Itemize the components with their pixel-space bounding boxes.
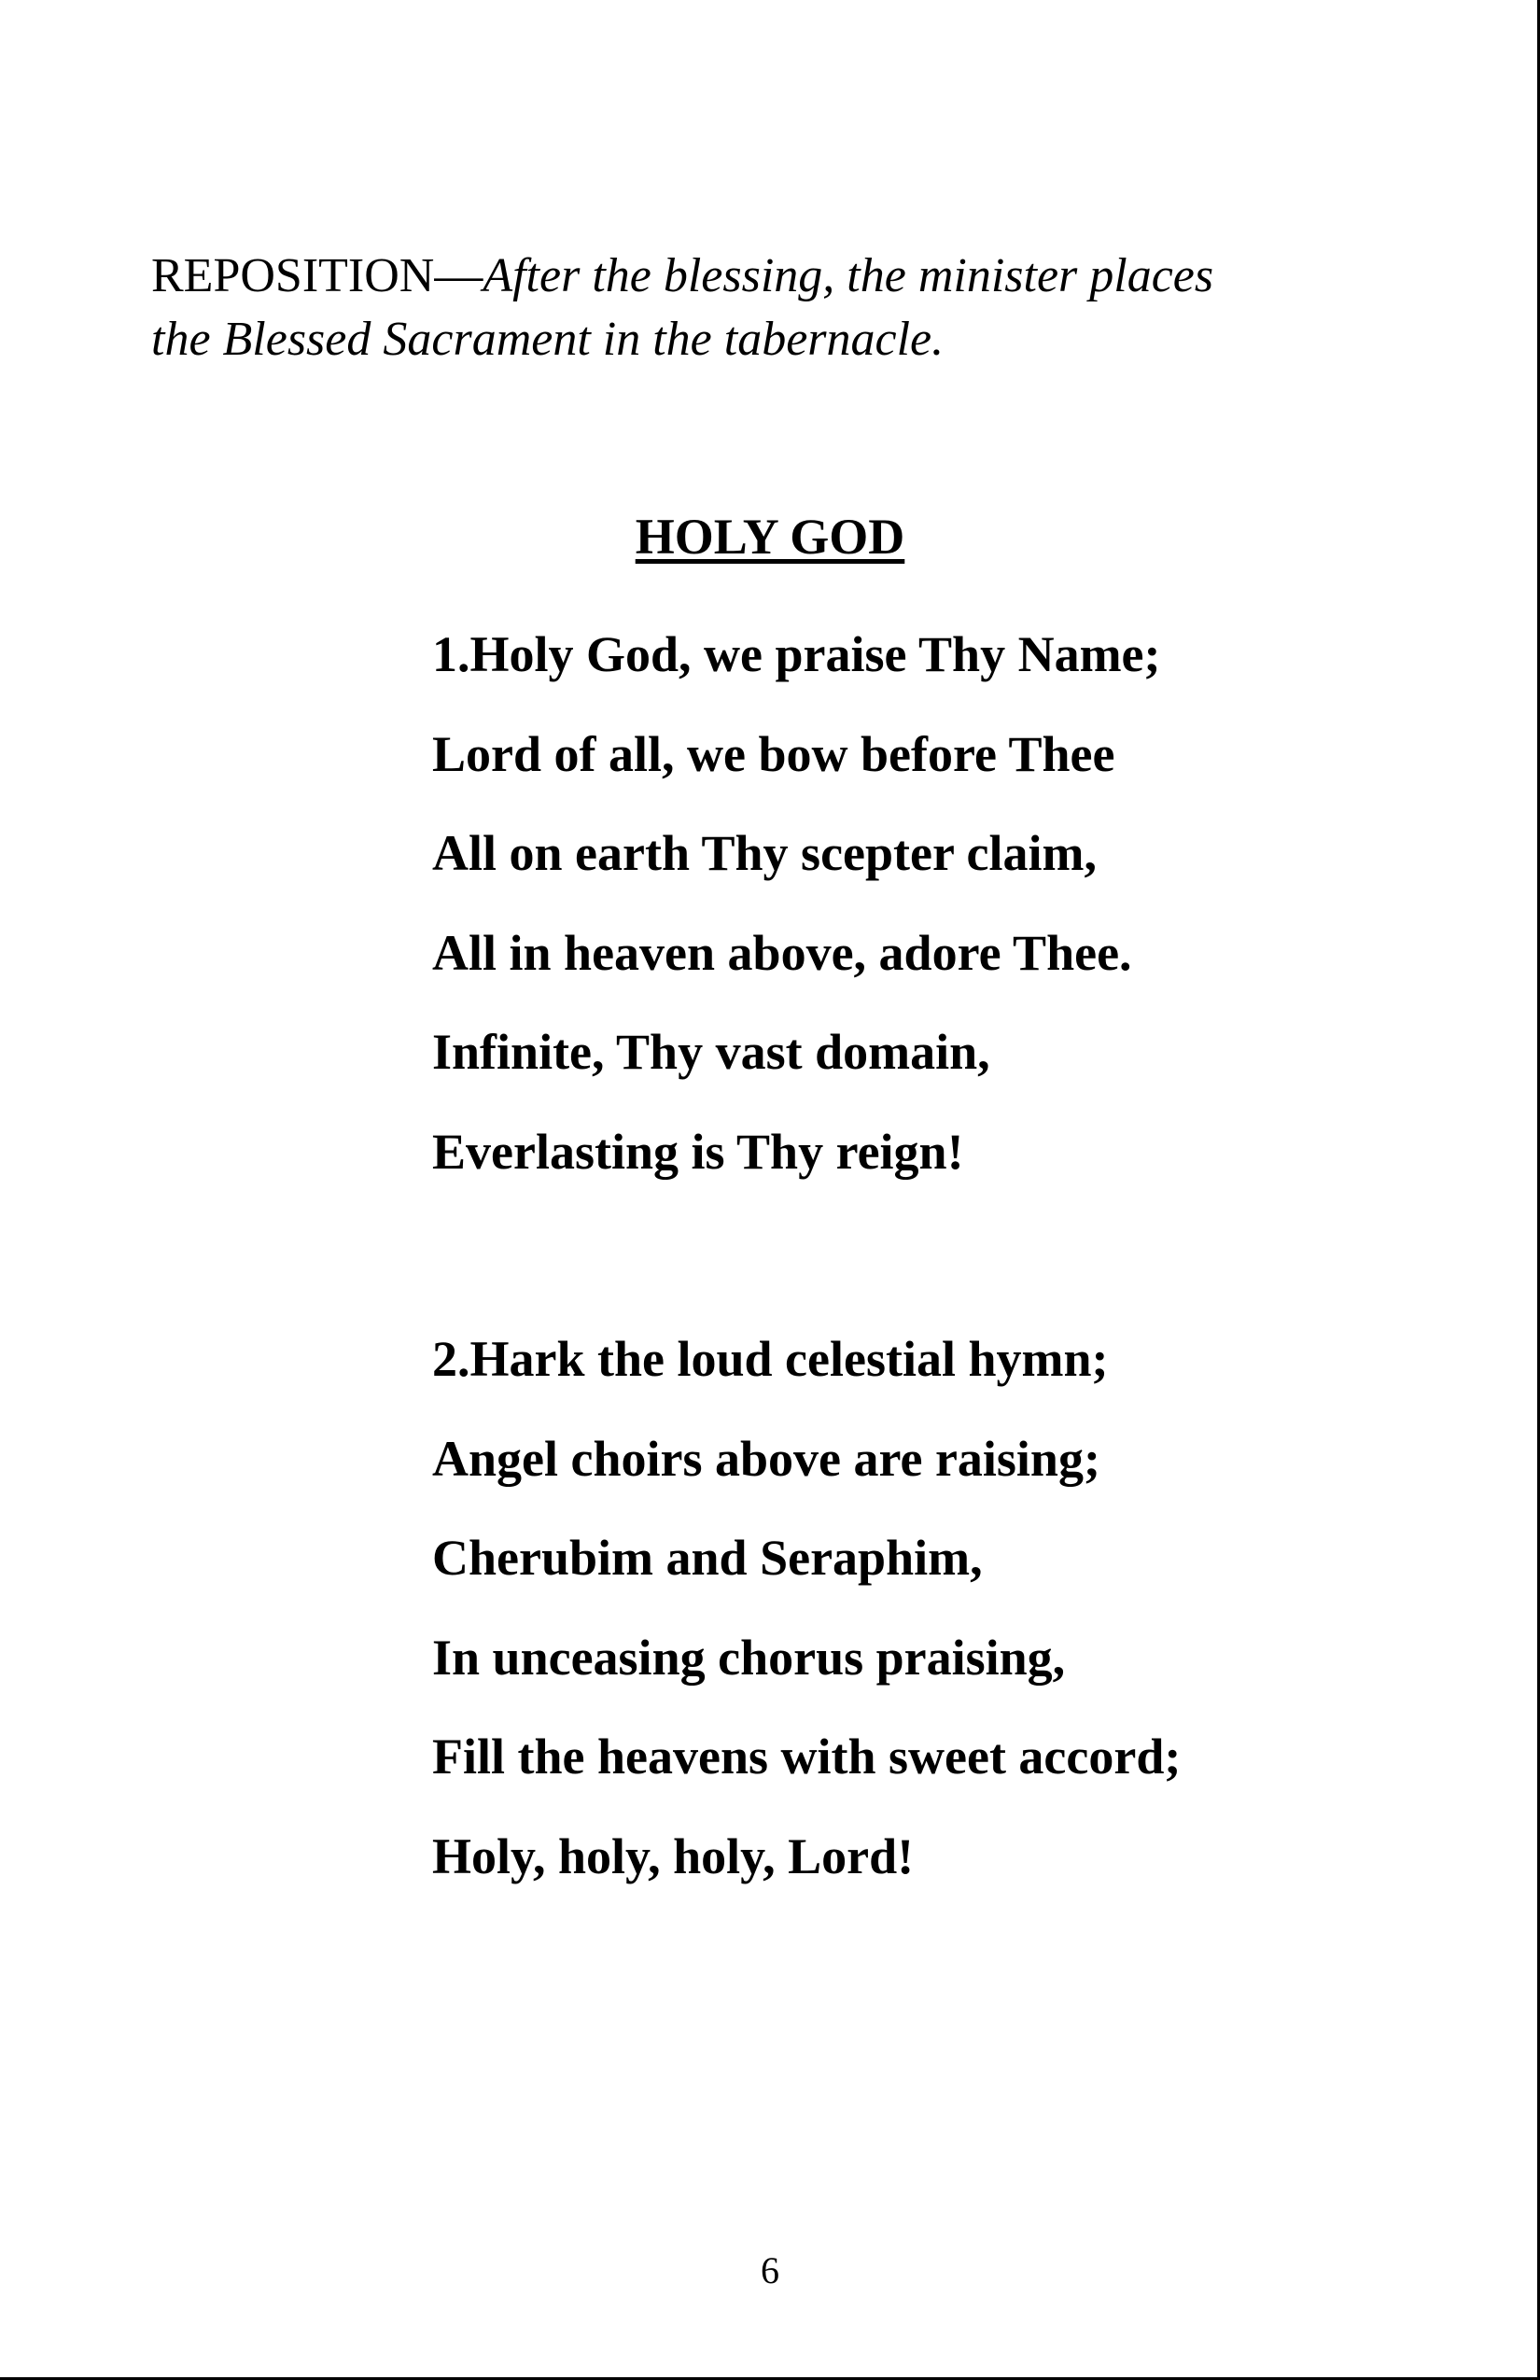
hymn-verse-2 <box>432 1309 1459 1906</box>
instruction-rubric-line-2: the Blessed Sacrament in the tabernacle. <box>151 313 945 366</box>
hymn-verse-1 <box>432 605 1459 1201</box>
verse-line: Infinite, Thy vast domain, <box>432 1024 990 1080</box>
verse-line: Lord of all, we bow before Thee <box>432 725 1115 782</box>
verse-line: 1.Holy God, we praise Thy Name; <box>432 626 1161 682</box>
verse-line: All in heaven above, adore Thee. <box>432 924 1132 981</box>
reposition-instruction <box>151 245 1383 371</box>
verse-line: 2.Hark the loud celestial hymn; <box>432 1331 1109 1387</box>
instruction-heading: REPOSITION— <box>151 249 483 302</box>
hymn-title: HOLY GOD <box>635 509 905 565</box>
verse-line: Angel choirs above are raising; <box>432 1430 1100 1487</box>
instruction-rubric-line-1: After the blessing, the minister places <box>483 249 1214 302</box>
verse-line: Cherubim and Seraphim, <box>432 1530 983 1586</box>
verse-line: Holy, holy, holy, Lord! <box>432 1827 915 1884</box>
verse-line: In unceasing chorus praising, <box>432 1629 1066 1686</box>
verse-line: Fill the heavens with sweet accord; <box>432 1729 1182 1785</box>
verse-line: Everlasting is Thy reign! <box>432 1123 964 1180</box>
verse-line: All on earth Thy scepter claim, <box>432 825 1097 881</box>
page-number: 6 <box>761 2249 779 2291</box>
